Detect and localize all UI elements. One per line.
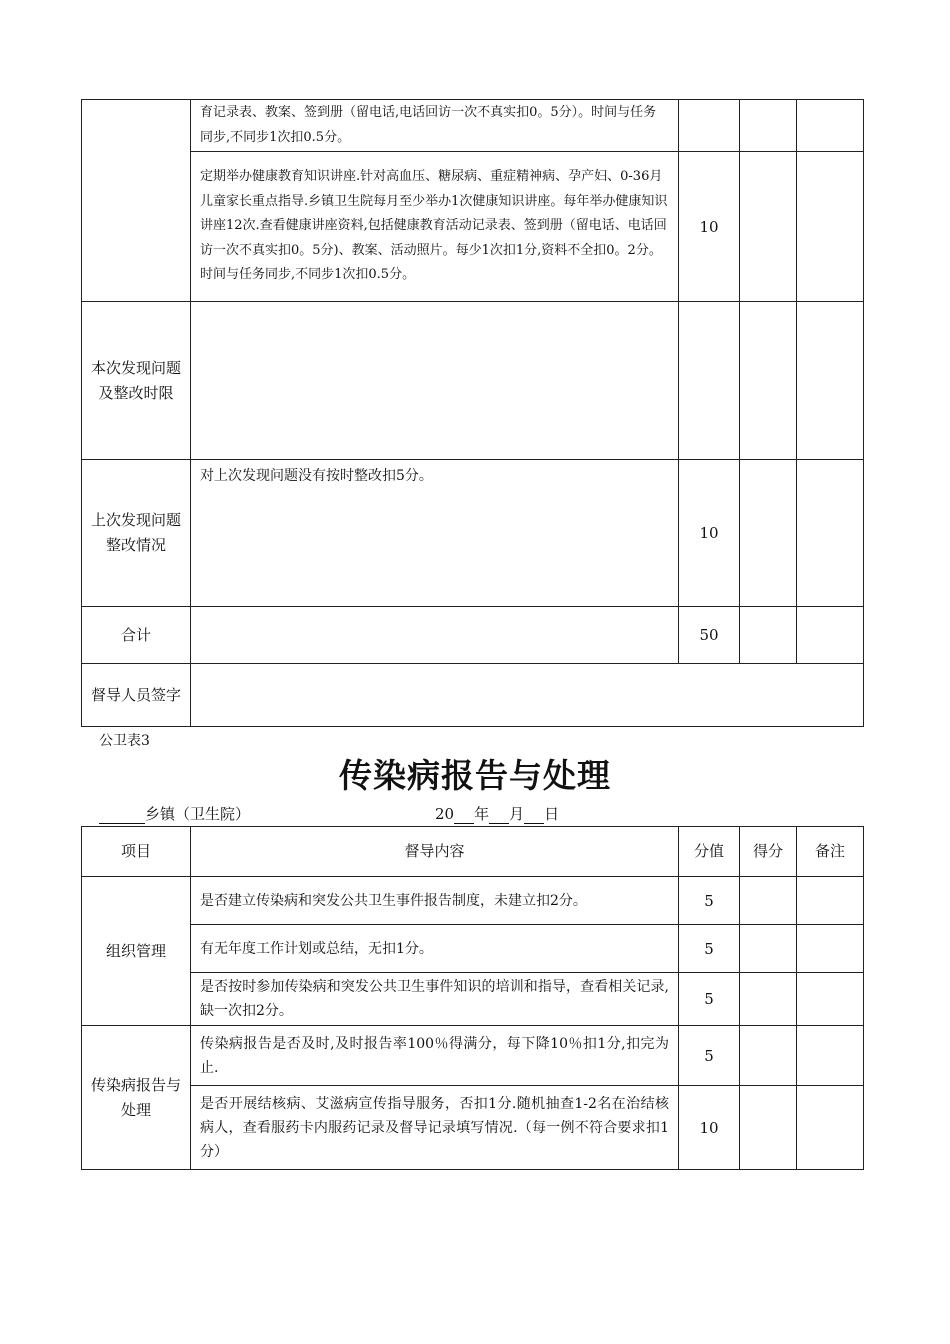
form-number: 公卫表3 [99, 733, 150, 749]
year-blank[interactable] [454, 809, 474, 824]
remarks-cell[interactable] [797, 1026, 864, 1086]
score-cell: 5 [679, 925, 740, 973]
supervision-table-continued [81, 99, 864, 727]
total-label: 合计 [82, 607, 191, 664]
header-content: 督导内容 [191, 827, 679, 877]
score-cell: 5 [679, 877, 740, 925]
header-item: 项目 [82, 827, 191, 877]
content-cell: 传染病报告是否及时,及时报告率100％得满分，每下降10％扣1分,扣完为止. [191, 1026, 679, 1086]
points-cell[interactable] [740, 925, 797, 973]
current-issues-content [191, 302, 679, 460]
score-cell: 10 [679, 152, 740, 302]
content-cell: 有无年度工作计划或总结，无扣1分。 [191, 925, 679, 973]
content-cell: 是否按时参加传染病和突发公共卫生事件知识的培训和指导，查看相关记录,缺一次扣2分。 [191, 973, 679, 1026]
points-cell [740, 152, 797, 302]
remarks-cell[interactable] [797, 1086, 864, 1170]
township-line [99, 803, 250, 824]
remarks-cell [797, 152, 864, 302]
points-cell[interactable] [740, 877, 797, 925]
group-report-label: 传染病报告与处理 [82, 1026, 191, 1170]
points-cell[interactable] [740, 973, 797, 1026]
remarks-cell [797, 302, 864, 460]
prev-issues-label: 上次发现问题整改情况 [82, 460, 191, 607]
points-cell [740, 607, 797, 664]
content-cell: 育记录表、教案、签到册（留电话,电话回访一次不真实扣0。5分）。时间与任务同步,不同步1次扣0.5分。 [191, 100, 679, 152]
points-cell[interactable] [740, 1026, 797, 1086]
page-title: 传染病报告与处理 [339, 756, 611, 795]
total-score: 50 [679, 607, 740, 664]
group-organization-label: 组织管理 [82, 877, 191, 1026]
day-blank[interactable] [524, 809, 544, 824]
score-cell [679, 302, 740, 460]
score-cell: 10 [679, 1086, 740, 1170]
score-cell: 5 [679, 973, 740, 1026]
remarks-cell[interactable] [797, 973, 864, 1026]
header-remarks: 备注 [797, 827, 864, 877]
remarks-cell[interactable] [797, 877, 864, 925]
points-cell [740, 460, 797, 607]
month-label: 月 [509, 805, 525, 823]
day-label: 日 [544, 805, 560, 823]
score-cell: 10 [679, 460, 740, 607]
total-content [191, 607, 679, 664]
score-cell [679, 100, 740, 152]
header-points: 得分 [740, 827, 797, 877]
score-cell: 5 [679, 1026, 740, 1086]
year-prefix: 20 [435, 805, 455, 823]
content-cell: 是否建立传染病和突发公共卫生事件报告制度，未建立扣2分。 [191, 877, 679, 925]
category-cell-empty [82, 100, 191, 302]
remarks-cell [797, 460, 864, 607]
township-suffix: 乡镇（卫生院） [145, 805, 251, 823]
remarks-cell [797, 607, 864, 664]
remarks-cell[interactable] [797, 925, 864, 973]
month-blank[interactable] [489, 809, 509, 824]
points-cell [740, 100, 797, 152]
points-cell [740, 302, 797, 460]
current-issues-label: 本次发现问题及整改时限 [82, 302, 191, 460]
date-line [435, 803, 559, 824]
signature-label: 督导人员签字 [82, 664, 191, 727]
header-score: 分值 [679, 827, 740, 877]
prev-issues-content: 对上次发现问题没有按时整改扣5分。 [191, 460, 679, 607]
remarks-cell [797, 100, 864, 152]
year-label: 年 [474, 805, 490, 823]
infectious-disease-table [81, 826, 864, 1170]
content-cell: 定期举办健康教育知识讲座.针对高血压、糖尿病、重症精神病、孕产妇、0-36月儿童家长重点指导.乡镇卫生院每月至少举办1次健康知识讲座。每年举办健康知识讲座12次.查看健康讲座资料,包括健康教育活动记录表、签到册（留电话、电话回访一次不真实扣0。5分)、教案、活动照片。每少1次扣1分,资料不全扣0。2分。时间与任务同步,不同步1次扣0.5分。 [191, 152, 679, 302]
signature-field[interactable] [191, 664, 864, 727]
points-cell[interactable] [740, 1086, 797, 1170]
content-cell: 是否开展结核病、艾滋病宣传指导服务，否扣1分.随机抽查1-2名在治结核病人，查看服药卡内服药记录及督导记录填写情况.（每一例不符合要求扣1分） [191, 1086, 679, 1170]
township-blank[interactable] [99, 809, 145, 824]
